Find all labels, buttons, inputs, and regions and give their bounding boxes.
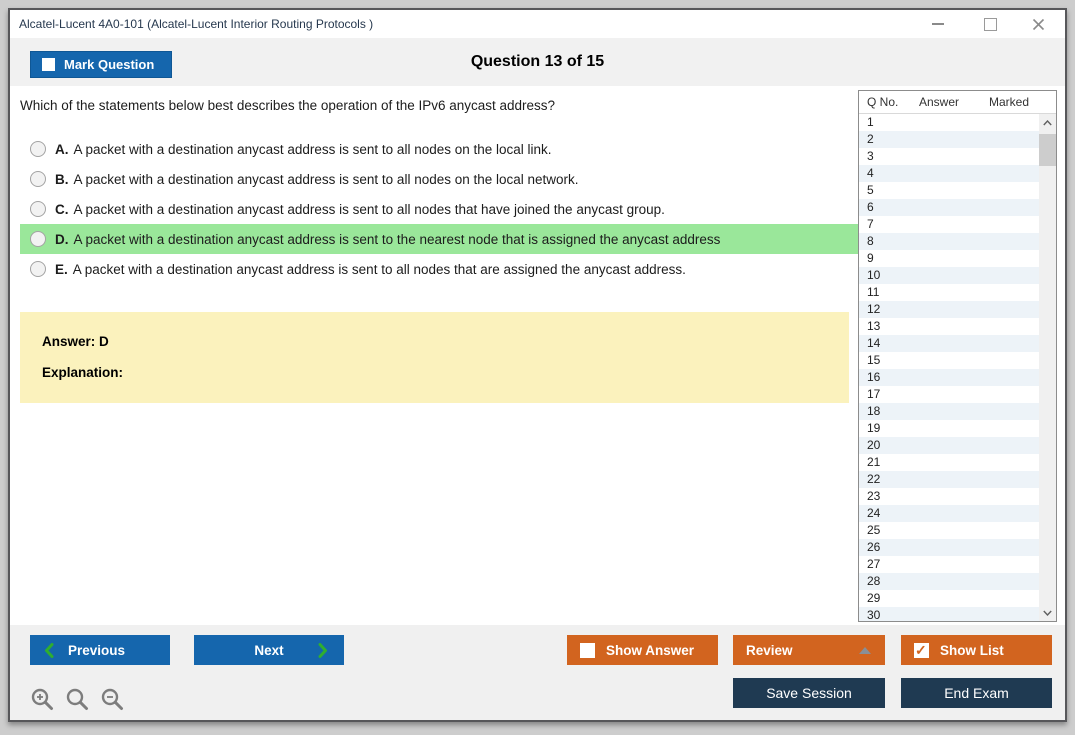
row-question-number: 30 (867, 608, 881, 621)
question-list-row[interactable] (859, 284, 1039, 301)
options-list (20, 134, 858, 284)
option-radio[interactable] (30, 261, 46, 277)
option-radio[interactable] (30, 141, 46, 157)
question-list-panel (858, 90, 1057, 622)
row-question-number: 9 (867, 251, 874, 265)
minimize-button[interactable] (921, 10, 955, 38)
column-header-qno: Q No. (867, 95, 899, 109)
row-question-number: 17 (867, 387, 881, 401)
row-question-number: 10 (867, 268, 881, 282)
row-question-number: 20 (867, 438, 881, 452)
next-label: Next (254, 642, 284, 658)
question-list-row[interactable] (859, 539, 1039, 556)
save-session-label: Save Session (766, 685, 852, 701)
row-question-number: 2 (867, 132, 874, 146)
show-answer-checkbox-icon (580, 643, 595, 658)
footer-bar (10, 625, 1065, 720)
row-question-number: 19 (867, 421, 881, 435)
option-row[interactable] (20, 164, 858, 194)
option-text: A packet with a destination anycast address is sent to all nodes that have joined the anycast group. (73, 201, 665, 217)
question-list-row[interactable] (859, 556, 1039, 573)
row-question-number: 11 (867, 285, 880, 299)
option-text: A packet with a destination anycast address is sent to all nodes on the local network. (73, 171, 579, 187)
chevron-up-icon (1043, 120, 1052, 126)
option-letter: C. (55, 201, 69, 217)
end-exam-label: End Exam (944, 685, 1009, 701)
window-title: Alcatel-Lucent 4A0-101 (Alcatel-Lucent Interior Routing Protocols ) (19, 17, 374, 31)
chevron-right-icon (318, 643, 328, 658)
option-row[interactable] (20, 224, 858, 254)
question-list-row[interactable] (859, 437, 1039, 454)
scrollbar-thumb[interactable] (1039, 134, 1056, 166)
previous-label: Previous (68, 642, 126, 658)
question-list-row[interactable] (859, 318, 1039, 335)
previous-button[interactable] (30, 635, 170, 665)
question-list-row[interactable] (859, 352, 1039, 369)
close-icon (1032, 18, 1045, 31)
question-list-row[interactable] (859, 522, 1039, 539)
row-question-number: 21 (867, 455, 881, 469)
column-header-answer: Answer (919, 95, 960, 109)
question-text: Which of the statements below best describes the operation of the IPv6 anycast address? (20, 98, 556, 113)
row-question-number: 5 (867, 183, 874, 197)
question-list-row[interactable] (859, 454, 1039, 471)
maximize-icon (984, 18, 997, 31)
question-list-scrollbar[interactable] (1039, 114, 1056, 621)
show-list-button[interactable] (901, 635, 1052, 665)
question-list-row[interactable] (859, 590, 1039, 607)
show-answer-button[interactable] (567, 635, 718, 665)
row-question-number: 25 (867, 523, 881, 537)
explanation-label: Explanation: (42, 365, 124, 380)
row-question-number: 18 (867, 404, 881, 418)
next-button[interactable] (194, 635, 344, 665)
close-button[interactable] (1021, 10, 1055, 38)
app-window (8, 8, 1067, 722)
chevron-down-icon (1043, 610, 1052, 616)
end-exam-button[interactable] (901, 678, 1052, 708)
option-radio[interactable] (30, 201, 46, 217)
option-text: A packet with a destination anycast address is sent to all nodes that are assigned the anycast address. (72, 261, 686, 277)
row-question-number: 7 (867, 217, 874, 231)
row-question-number: 8 (867, 234, 874, 248)
question-list-row[interactable] (859, 267, 1039, 284)
mark-question-checkbox-icon (42, 58, 55, 71)
question-list-row[interactable] (859, 403, 1039, 420)
row-question-number: 22 (867, 472, 881, 486)
question-list-row[interactable] (859, 148, 1039, 165)
minimize-icon (932, 23, 944, 25)
row-question-number: 26 (867, 540, 881, 554)
question-list-row[interactable] (859, 386, 1039, 403)
zoom-in-button[interactable] (30, 687, 56, 713)
show-list-label: Show List (940, 642, 1004, 658)
option-text: A packet with a destination anycast address is sent to the nearest node that is assigned the anycast address (73, 231, 721, 247)
option-radio[interactable] (30, 171, 46, 187)
row-question-number: 24 (867, 506, 881, 520)
show-answer-label: Show Answer (606, 642, 695, 658)
question-list-row[interactable] (859, 505, 1039, 522)
question-list-row[interactable] (859, 199, 1039, 216)
scroll-down-button[interactable] (1039, 604, 1056, 621)
question-list-row[interactable] (859, 335, 1039, 352)
question-list-row[interactable] (859, 471, 1039, 488)
zoom-out-button[interactable] (100, 687, 126, 713)
row-question-number: 6 (867, 200, 874, 214)
row-question-number: 28 (867, 574, 881, 588)
answer-label: Answer: D (42, 334, 109, 349)
header-strip (10, 38, 1065, 86)
question-list-row[interactable] (859, 165, 1039, 182)
row-question-number: 4 (867, 166, 874, 180)
question-list-row[interactable] (859, 573, 1039, 590)
review-label: Review (746, 642, 793, 658)
option-radio[interactable] (30, 231, 46, 247)
question-list-row[interactable] (859, 131, 1039, 148)
row-question-number: 15 (867, 353, 881, 367)
question-list-rows (859, 114, 1039, 621)
maximize-button[interactable] (973, 10, 1007, 38)
question-counter: Question 13 of 15 (470, 53, 605, 70)
option-row[interactable] (20, 194, 858, 224)
question-list-row[interactable] (859, 182, 1039, 199)
row-question-number: 12 (867, 302, 881, 316)
save-session-button[interactable] (733, 678, 885, 708)
title-bar (10, 10, 1065, 38)
mark-question-label: Mark Question (64, 57, 155, 72)
question-list-row[interactable] (859, 301, 1039, 318)
question-list-row[interactable] (859, 369, 1039, 386)
row-question-number: 3 (867, 149, 874, 163)
option-letter: A. (55, 141, 69, 157)
row-question-number: 13 (867, 319, 881, 333)
option-row[interactable] (20, 254, 858, 284)
question-list-row[interactable] (859, 607, 1039, 621)
question-list-row[interactable] (859, 216, 1039, 233)
question-list-row[interactable] (859, 233, 1039, 250)
row-question-number: 1 (867, 115, 874, 129)
mark-question-button[interactable] (30, 51, 172, 78)
row-question-number: 23 (867, 489, 881, 503)
option-letter: D. (55, 231, 69, 247)
option-letter: E. (55, 261, 68, 277)
zoom-reset-button[interactable] (65, 687, 91, 713)
zoom-toolbar (30, 687, 126, 713)
scroll-up-button[interactable] (1039, 114, 1056, 131)
question-list-row[interactable] (859, 420, 1039, 437)
option-letter: B. (55, 171, 69, 187)
row-question-number: 29 (867, 591, 881, 605)
review-button[interactable] (733, 635, 885, 665)
row-question-number: 16 (867, 370, 881, 384)
row-question-number: 27 (867, 557, 881, 571)
chevron-left-icon (44, 643, 54, 658)
row-question-number: 14 (867, 336, 881, 350)
dropdown-up-arrow-icon (859, 647, 871, 654)
question-list-row[interactable] (859, 114, 1039, 131)
option-row[interactable] (20, 134, 858, 164)
column-header-marked: Marked (989, 95, 1030, 109)
question-list-row[interactable] (859, 250, 1039, 267)
option-text: A packet with a destination anycast address is sent to all nodes on the local link. (73, 141, 552, 157)
question-list-header (859, 91, 1056, 114)
answer-box (20, 312, 849, 403)
question-list-row[interactable] (859, 488, 1039, 505)
show-list-checkbox-icon (914, 643, 929, 658)
